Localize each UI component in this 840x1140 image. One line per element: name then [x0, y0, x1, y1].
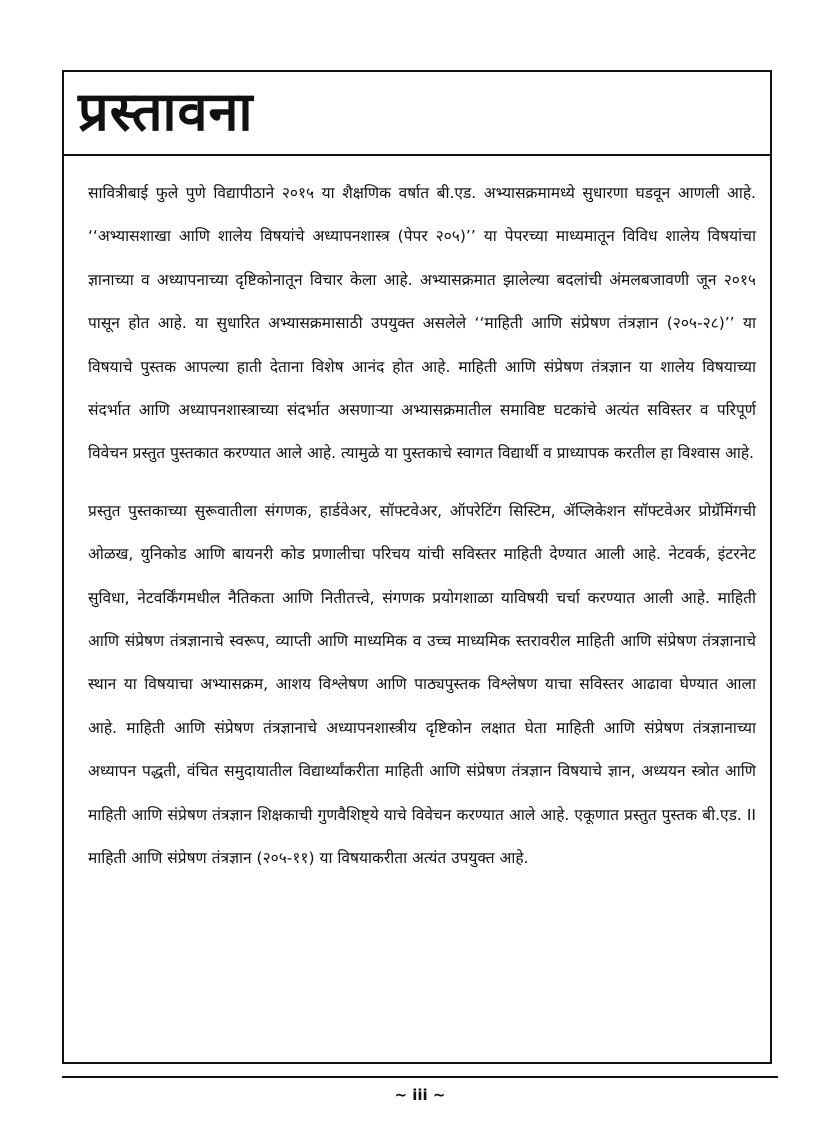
page-title: प्रस्तावना [78, 80, 254, 143]
page-number: ~ iii ~ [394, 1086, 446, 1104]
paragraph-1: सावित्रीबाई फुले पुणे विद्यापीठाने २०१५ या शैक्षणिक वर्षात बी.एड. अभ्यासक्रमामध्ये सुधारणा घडवून आणली आहे. ‘‘अभ्यासशाखा आणि शालेय विषयांचे अध्यापनशास्त्र (पेपर २०५)’’ या पेपरच्या माध्यमातून विविध शालेय विषयांचा ज्ञानाच्या व अध्यापनाच्या दृष्टिकोनातून विचार केला आहे. अभ्यासक्रमात झालेल्या बदलांची अंमलबजावणी जून २०१५ पासून होत आहे. या सुधारित अभ्यासक्रमासाठी उपयुक्त असलेले ‘‘माहिती आणि संप्रेषण तंत्रज्ञान (२०५-२८)’’ या विषयाचे पुस्तक आपल्या हाती देताना विशेष आनंद होत आहे. माहिती आणि संप्रेषण तंत्रज्ञान या शालेय विषयाच्या संदर्भात आणि अध्यापनशास्त्राच्या संदर्भात असणाऱ्या अभ्यासक्रमातील समाविष्ट घटकांचे अत्यंत सविस्तर व परिपूर्ण विवेचन प्रस्तुत पुस्तकात करण्यात आले आहे. त्यामुळे या पुस्तकाचे स्वागत विद्यार्थी व प्राध्यापक करतील हा विश्वास आहे. [88, 184, 756, 463]
page-frame [62, 70, 772, 1064]
footer-divider [62, 1076, 778, 1078]
paragraph-2: प्रस्तुत पुस्तकाच्या सुरूवातीला संगणक, हार्डवेअर, सॉफ्टवेअर, ऑपरेटिंग सिस्टिम, ॲप्लिकेशन सॉफ्टवेअर प्रोग्रॅमिंगची ओळख, युनिकोड आणि बायनरी कोड प्रणालीचा परिचय यांची सविस्तर माहिती देण्यात आली आहे. नेटवर्क, इंटरनेट सुविधा, नेटवर्किंगमधील नैतिकता आणि नितीतत्त्वे, संगणक प्रयोगशाळा याविषयी चर्चा करण्यात आली आहे. माहिती आणि संप्रेषण तंत्रज्ञानाचे स्वरूप, व्याप्ती आणि माध्यमिक व उच्च माध्यमिक स्तरावरील माहिती आणि संप्रेषण तंत्रज्ञानाचे स्थान या विषयाचा अभ्यासक्रम, आशय विश्लेषण आणि पाठ्यपुस्तक विश्लेषण याचा सविस्तर आढावा घेण्यात आला आहे. माहिती आणि संप्रेषण तंत्रज्ञानाचे अध्यापनशास्त्रीय दृष्टिकोन लक्षात घेता माहिती आणि संप्रेषण तंत्रज्ञानाच्या अध्यापन पद्धती, वंचित समुदायातील विद्यार्थ्यांकरीता माहिती आणि संप्रेषण तंत्रज्ञान विषयाचे ज्ञान, अध्ययन स्त्रोत आणि माहिती आणि संप्रेषण तंत्रज्ञान शिक्षकाची गुणवैशिष्ट्ये याचे विवेचन करण्यात आले आहे. एकूणात प्रस्तुत पुस्तक बी.एड. II माहिती आणि संप्रेषण तंत्रज्ञान (२०५-११) या विषयाकरीता अत्यंत उपयुक्त आहे. [88, 501, 756, 868]
page-content [88, 172, 756, 895]
title-bar [64, 72, 770, 156]
